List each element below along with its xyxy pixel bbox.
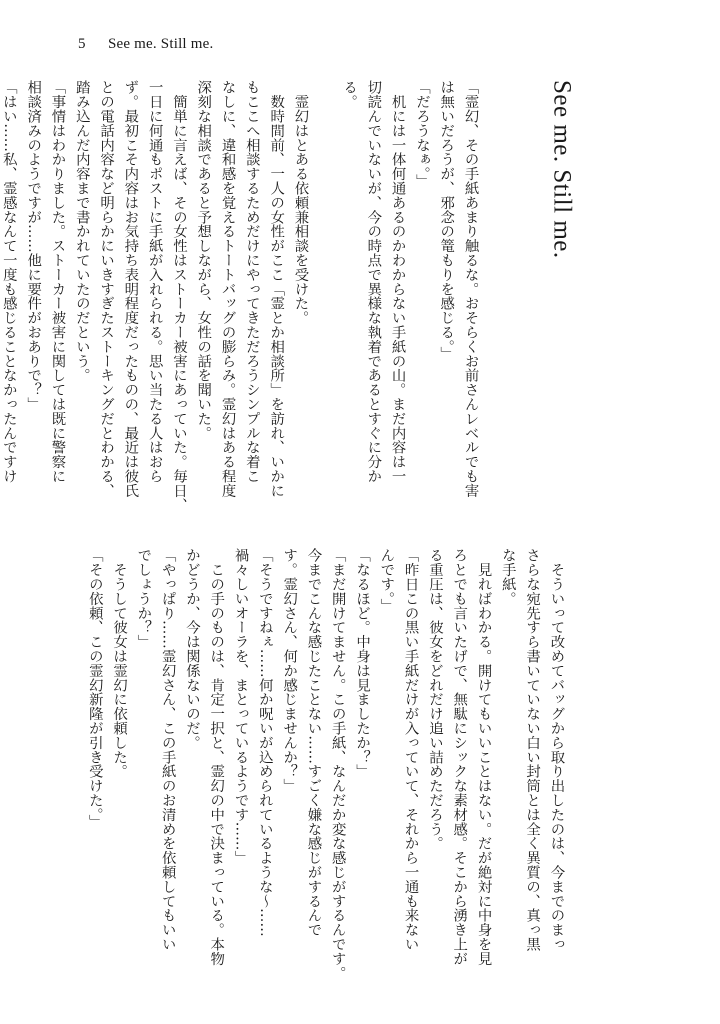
top-text-line: 霊幻はとある依頼兼相談を受けた。 <box>292 80 309 325</box>
page-number: 5 <box>78 36 86 52</box>
top-text-line: る。 <box>341 80 358 109</box>
bottom-text-line: す。霊幻さん、何か感じませんか？」 <box>281 548 298 793</box>
top-lines <box>0 80 483 520</box>
top-text-line: ず。最初こそ内容はお気持ち表明程度だったものの、最近は彼氏 <box>122 80 139 498</box>
bottom-text-line: そういって改めてバッグから取り出したのは、今までのまっ <box>548 548 565 952</box>
top-text-line: 簡単に言えば、その女性はストーカー被害にあっていた。毎日、 <box>170 80 187 512</box>
bottom-text-line: そうして彼女は霊幻に依頼した。 <box>111 548 128 779</box>
top-text-block <box>0 80 622 520</box>
top-text-line: は無いだろうが、邪念の篭もりを感じる。」 <box>438 80 455 361</box>
top-text-line: 深刻な相談であると予想しながら、女性の話を聞いた。 <box>195 80 212 440</box>
top-text-line: 踏み込んだ内容まで書かれていたのだという。 <box>73 80 90 383</box>
bottom-text-line: かどうか、今は関係ないのだ。 <box>183 548 200 750</box>
bottom-text-line: ろとでも言いたげで、無駄にシックな素材感。そこから湧き上が <box>451 548 468 966</box>
top-text-line: 「だろうなぁ。」 <box>413 80 430 188</box>
bottom-text-line: る重圧は、彼女をどれだけ追い詰めただろう。 <box>426 548 443 851</box>
bottom-text-line: 今までこんな感じたことない……すごく嫌な感じがするんで <box>305 548 322 937</box>
top-text-line: 「事情はわかりました。ストーカー被害に関しては既に警察に <box>49 80 66 484</box>
bottom-text-line: 「まだ開けてません。この手紙、なんだか変な感じがするんです。 <box>329 548 346 980</box>
bottom-text-line: 「その依頼、この霊幻新隆が引き受けた。」 <box>86 548 103 829</box>
bottom-text-line: 「昨日この黒い手紙だけが入っていて、それから一通も来ない <box>402 548 419 952</box>
top-text-line <box>312 80 336 520</box>
running-title: See me. Still me. <box>107 36 214 52</box>
bottom-lines <box>82 548 568 980</box>
bottom-text-line: んです。」 <box>378 548 395 613</box>
bottom-text-line: この手のものは、肯定一択と、霊幻の中で決まっている。本物 <box>208 548 225 966</box>
top-text-line: もここへ相談するためだけにやってきただろうシンプルな着こ <box>243 80 260 484</box>
bottom-text-line: でしょうか？」 <box>135 548 152 649</box>
top-text-line: 「はい……私、霊感なんて一度も感じることなかったんですけ <box>0 80 17 484</box>
bottom-text-line: 見ればわかる。開けてもいいことはない。だが絶対に中身を見 <box>475 548 492 966</box>
bottom-text-line: な手紙。 <box>499 548 516 606</box>
top-text-line: との電話内容など明らかにいきすぎたストーキングだとわかる、 <box>98 80 115 498</box>
top-text-line: 相談済みのようですが……他に要件がおありで？」 <box>25 80 42 412</box>
top-text-line: 数時間前、一人の女性がここ「霊とか相談所」を訪れ、いかに <box>268 80 285 498</box>
top-text-line: 一日に何通もポストに手紙が入れられる。思い当たる人はおら <box>146 80 163 484</box>
bottom-text-line: 「そうですねぇ……何か呪いが込められているような～…… <box>256 548 273 937</box>
top-text-line: 「霊幻、その手紙あまり触るな。おそらくお前さんレベルでも害 <box>462 80 479 498</box>
bottom-text-line: 「なるほど。中身は見ましたか？」 <box>354 548 371 779</box>
bottom-text-line: さらな宛先すら書いていない白い封筒とは全く異質の、真っ黒 <box>524 548 541 952</box>
top-text-line: 切読んでいないが、今の時点で異様な執着であるとすぐに分か <box>365 80 382 484</box>
top-text-line: なしに、違和感を覚えるトートバッグの膨らみ。霊幻はある程度 <box>219 80 236 498</box>
bottom-text-line: 「やっぱり……霊幻さん、この手紙のお清めを依頼してもいい <box>159 548 176 952</box>
bottom-text-block <box>58 548 617 980</box>
bottom-text-line: 禍々しいオーラを、まとっているようです……」 <box>232 548 249 865</box>
top-text-line: 机には一体何通あるのかわからない手紙の山。まだ内容は一 <box>389 80 406 484</box>
chapter-title: See me. Still me. <box>548 80 576 259</box>
page-header <box>78 36 213 53</box>
